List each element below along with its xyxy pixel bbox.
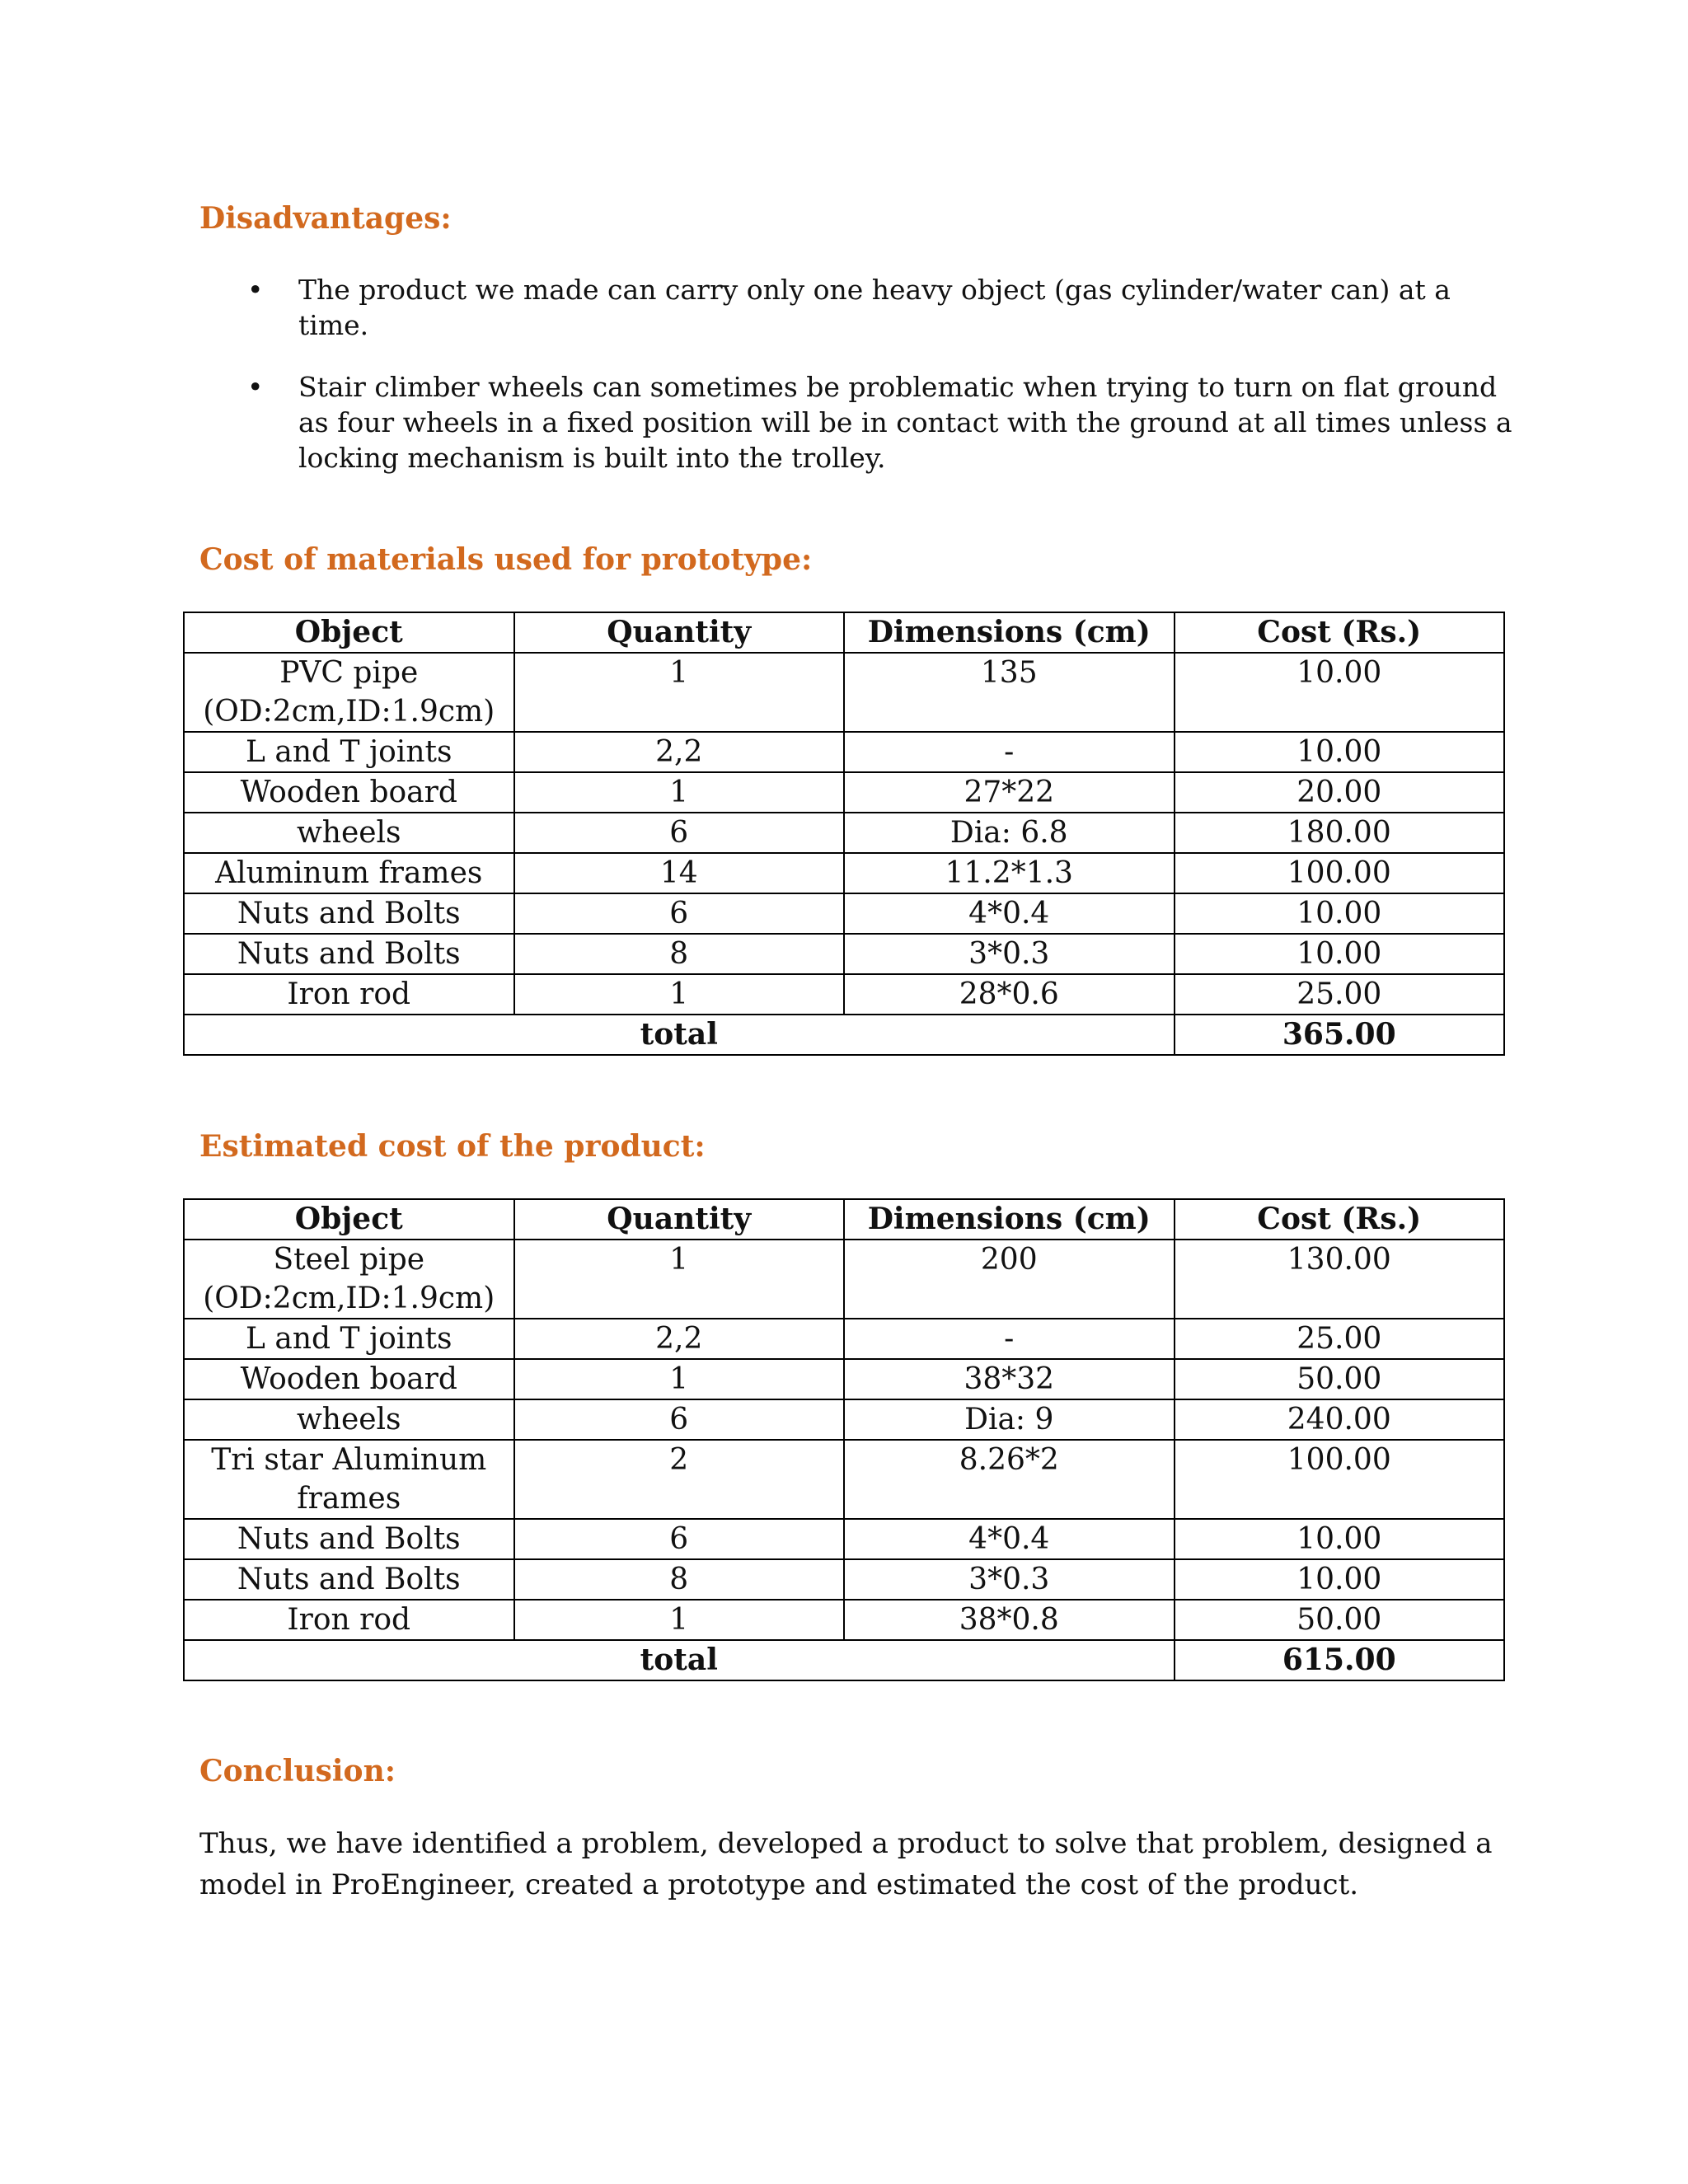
object-cell: L and T joints — [184, 1319, 514, 1359]
table-header-row — [184, 1199, 1504, 1240]
prototype-cost-table — [183, 612, 1505, 1056]
table-row — [184, 1240, 1504, 1319]
dimensions-cell: 135 — [844, 653, 1175, 732]
object-cell: Nuts and Bolts — [184, 1559, 514, 1600]
object-cell: Wooden board — [184, 1359, 514, 1399]
column-header-cost: Cost (Rs.) — [1175, 1199, 1505, 1240]
estimated-cost-heading: Estimated cost of the product: — [199, 1129, 706, 1164]
table-row — [184, 772, 1504, 813]
quantity-cell: 1 — [514, 653, 845, 732]
quantity-cell: 2,2 — [514, 732, 845, 772]
table-row — [184, 934, 1504, 974]
object-cell: Nuts and Bolts — [184, 1519, 514, 1559]
cost-cell: 100.00 — [1175, 1440, 1505, 1519]
total-label: total — [184, 1640, 1175, 1680]
object-cell: Aluminum frames — [184, 853, 514, 893]
table-row — [184, 813, 1504, 853]
dimensions-cell: Dia: 9 — [844, 1399, 1175, 1440]
object-cell: Wooden board — [184, 772, 514, 813]
table-row — [184, 1600, 1504, 1640]
cost-cell: 50.00 — [1175, 1359, 1505, 1399]
dimensions-cell: 3*0.3 — [844, 934, 1175, 974]
disadvantage-item — [239, 272, 1525, 343]
quantity-cell: 8 — [514, 1559, 845, 1600]
quantity-cell: 6 — [514, 1399, 845, 1440]
estimated-cost-table — [183, 1198, 1505, 1681]
dimensions-cell: 11.2*1.3 — [844, 853, 1175, 893]
object-cell: L and T joints — [184, 732, 514, 772]
dimensions-cell: 4*0.4 — [844, 1519, 1175, 1559]
object-cell: Tri star Aluminum frames — [184, 1440, 514, 1519]
bullet-icon: • — [247, 274, 264, 306]
dimensions-cell: 38*0.8 — [844, 1600, 1175, 1640]
column-header-object: Object — [184, 1199, 514, 1240]
disadvantage-text: The product we made can carry only one heavy object (gas cylinder/water can) at a time. — [298, 274, 1451, 341]
dimensions-cell: - — [844, 732, 1175, 772]
cost-cell: 10.00 — [1175, 732, 1505, 772]
table-row — [184, 1519, 1504, 1559]
table-row — [184, 1399, 1504, 1440]
dimensions-cell: - — [844, 1319, 1175, 1359]
cost-cell: 10.00 — [1175, 1519, 1505, 1559]
disadvantages-list — [239, 272, 1525, 502]
disadvantage-item — [239, 369, 1525, 476]
quantity-cell: 14 — [514, 853, 845, 893]
object-cell: Nuts and Bolts — [184, 893, 514, 934]
table-row — [184, 974, 1504, 1015]
quantity-cell: 1 — [514, 1359, 845, 1399]
dimensions-cell: 200 — [844, 1240, 1175, 1319]
cost-cell: 10.00 — [1175, 653, 1505, 732]
table-row — [184, 1319, 1504, 1359]
object-cell: wheels — [184, 813, 514, 853]
table-row — [184, 853, 1504, 893]
table-row — [184, 653, 1504, 732]
quantity-cell: 6 — [514, 813, 845, 853]
dimensions-cell: 8.26*2 — [844, 1440, 1175, 1519]
dimensions-cell: 38*32 — [844, 1359, 1175, 1399]
dimensions-cell: 3*0.3 — [844, 1559, 1175, 1600]
disadvantage-text: Stair climber wheels can sometimes be problematic when trying to turn on flat ground as four wheels in a fixed position will be in contact with the ground at all times unless a locking mechanism is built into the trolley. — [298, 371, 1512, 474]
cost-cell: 130.00 — [1175, 1240, 1505, 1319]
disadvantages-heading: Disadvantages: — [199, 201, 452, 236]
column-header-cost: Cost (Rs.) — [1175, 612, 1505, 653]
quantity-cell: 2 — [514, 1440, 845, 1519]
table-row — [184, 1440, 1504, 1519]
table-row — [184, 893, 1504, 934]
conclusion-heading: Conclusion: — [199, 1754, 396, 1788]
total-label: total — [184, 1015, 1175, 1055]
dimensions-cell: 28*0.6 — [844, 974, 1175, 1015]
cost-cell: 10.00 — [1175, 934, 1505, 974]
column-header-quantity: Quantity — [514, 612, 845, 653]
column-header-quantity: Quantity — [514, 1199, 845, 1240]
cost-cell: 25.00 — [1175, 974, 1505, 1015]
object-cell: Nuts and Bolts — [184, 934, 514, 974]
column-header-dimensions: Dimensions (cm) — [844, 612, 1175, 653]
object-cell: wheels — [184, 1399, 514, 1440]
total-value: 615.00 — [1175, 1640, 1505, 1680]
quantity-cell: 8 — [514, 934, 845, 974]
total-value: 365.00 — [1175, 1015, 1505, 1055]
quantity-cell: 1 — [514, 974, 845, 1015]
object-cell: PVC pipe (OD:2cm,ID:1.9cm) — [184, 653, 514, 732]
total-row — [184, 1640, 1504, 1680]
cost-cell: 10.00 — [1175, 893, 1505, 934]
total-row — [184, 1015, 1504, 1055]
cost-cell: 10.00 — [1175, 1559, 1505, 1600]
table-row — [184, 1359, 1504, 1399]
object-cell: Iron rod — [184, 1600, 514, 1640]
quantity-cell: 1 — [514, 1600, 845, 1640]
table-row — [184, 1559, 1504, 1600]
dimensions-cell: Dia: 6.8 — [844, 813, 1175, 853]
cost-cell: 20.00 — [1175, 772, 1505, 813]
dimensions-cell: 27*22 — [844, 772, 1175, 813]
cost-cell: 240.00 — [1175, 1399, 1505, 1440]
conclusion-text: Thus, we have identified a problem, developed a product to solve that problem, designed a model in ProEngineer, created a prototype and estimated the cost of the product. — [199, 1827, 1493, 1901]
quantity-cell: 1 — [514, 1240, 845, 1319]
table-header-row — [184, 612, 1504, 653]
column-header-dimensions: Dimensions (cm) — [844, 1199, 1175, 1240]
dimensions-cell: 4*0.4 — [844, 893, 1175, 934]
cost-cell: 25.00 — [1175, 1319, 1505, 1359]
cost-cell: 180.00 — [1175, 813, 1505, 853]
prototype-cost-heading: Cost of materials used for prototype: — [199, 542, 813, 577]
cost-cell: 100.00 — [1175, 853, 1505, 893]
quantity-cell: 2,2 — [514, 1319, 845, 1359]
quantity-cell: 6 — [514, 1519, 845, 1559]
cost-cell: 50.00 — [1175, 1600, 1505, 1640]
object-cell: Iron rod — [184, 974, 514, 1015]
column-header-object: Object — [184, 612, 514, 653]
quantity-cell: 1 — [514, 772, 845, 813]
bullet-icon: • — [247, 371, 264, 403]
object-cell: Steel pipe (OD:2cm,ID:1.9cm) — [184, 1240, 514, 1319]
quantity-cell: 6 — [514, 893, 845, 934]
table-row — [184, 732, 1504, 772]
